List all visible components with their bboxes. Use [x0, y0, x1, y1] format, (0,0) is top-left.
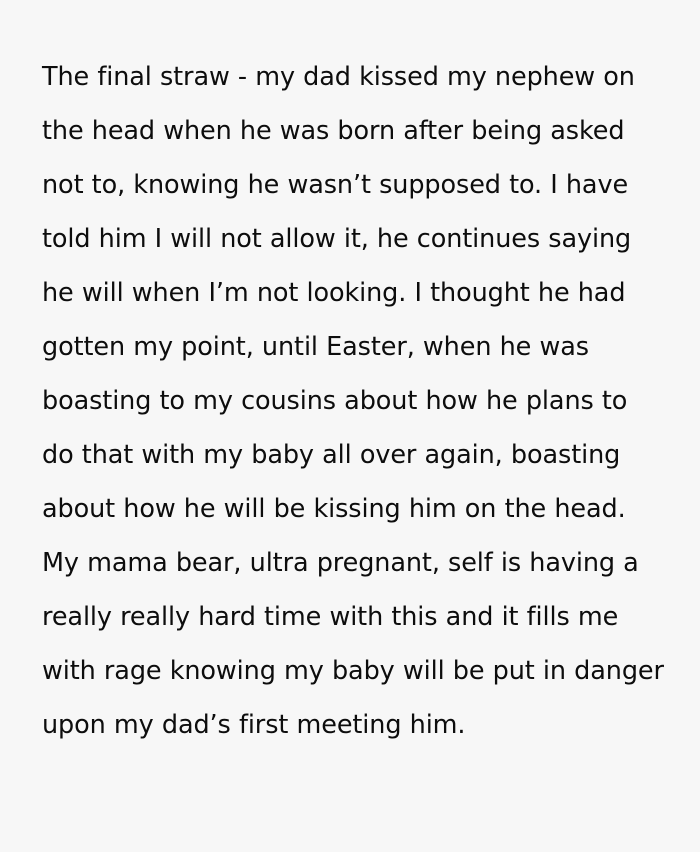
- story-body-text: The final straw - my dad kissed my nephew on the head when he was born after being asked not to, knowing he wasn’t supposed to. I have told him I will not allow it, he continues saying he will when I’m not looking. I thought he had gotten my point, until Easter, when he was boasting to my cousins about how he plans to do that with my baby all over again, boasting about how he will be kissing him on the head. My mama bear, ultra pregnant, self is having a really really hard time with this and it fills me with rage knowing my baby will be put in danger upon my dad’s first meeting him.: [42, 61, 673, 740]
